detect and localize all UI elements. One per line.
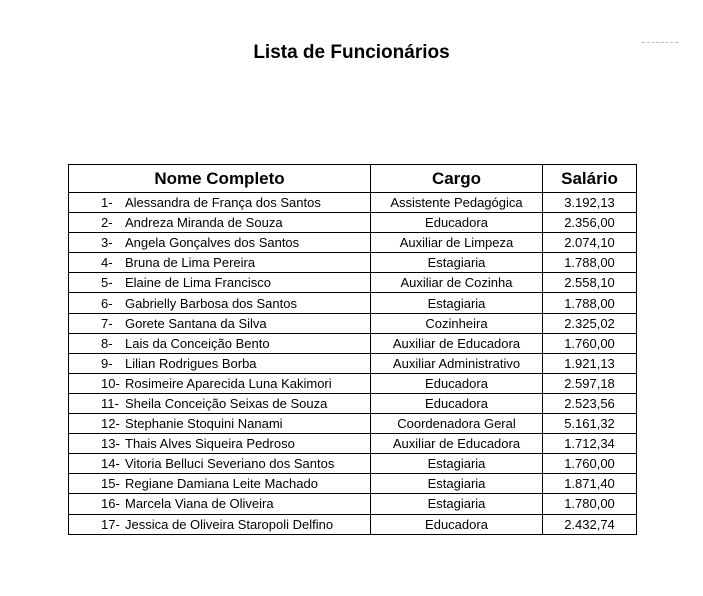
employee-name-cell	[69, 474, 371, 494]
row-number: 6-	[101, 295, 113, 311]
employee-name-cell	[69, 434, 371, 454]
employee-role: Coordenadora Geral	[371, 414, 543, 434]
table-row	[69, 233, 637, 253]
employee-role: Assistente Pedagógica	[371, 193, 543, 213]
row-number: 7-	[101, 315, 113, 331]
table-row	[69, 454, 637, 474]
employee-name: Rosimeire Aparecida Luna Kakimori	[125, 375, 332, 391]
employee-salary: 1.788,00	[543, 293, 637, 313]
table-row	[69, 193, 637, 213]
employee-name-cell	[69, 393, 371, 413]
table-row	[69, 434, 637, 454]
employee-role: Estagiaria	[371, 474, 543, 494]
employee-role: Cozinheira	[371, 313, 543, 333]
row-number: 9-	[101, 355, 113, 371]
employee-name: Jessica de Oliveira Staropoli Delfino	[125, 516, 334, 532]
employee-name: Bruna de Lima Pereira	[125, 255, 256, 271]
employee-role: Estagiaria	[371, 293, 543, 313]
employee-salary: 3.192,13	[543, 193, 637, 213]
row-number: 13-	[101, 436, 120, 452]
employee-name: Lais da Conceição Bento	[125, 335, 270, 351]
table-row	[69, 514, 637, 534]
employee-salary: 2.523,56	[543, 393, 637, 413]
employee-salary: 2.356,00	[543, 213, 637, 233]
employee-name: Lilian Rodrigues Borba	[125, 355, 257, 371]
employee-role: Auxiliar de Cozinha	[371, 273, 543, 293]
employee-name-cell	[69, 253, 371, 273]
employee-role: Auxiliar de Educadora	[371, 333, 543, 353]
table-row	[69, 494, 637, 514]
employee-role: Educadora	[371, 373, 543, 393]
employee-salary: 1.760,00	[543, 454, 637, 474]
employee-role: Estagiaria	[371, 494, 543, 514]
employee-name: Stephanie Stoquini Nanami	[125, 416, 283, 432]
row-number: 2-	[101, 215, 113, 231]
employee-name: Gabrielly Barbosa dos Santos	[125, 295, 297, 311]
employee-name: Marcela Viana de Oliveira	[125, 496, 274, 512]
row-number: 15-	[101, 476, 120, 492]
header-salary: Salário	[543, 165, 637, 193]
row-number: 16-	[101, 496, 120, 512]
employee-salary: 5.161,32	[543, 414, 637, 434]
table-row	[69, 353, 637, 373]
employee-role: Educadora	[371, 514, 543, 534]
employee-salary: 2.558,10	[543, 273, 637, 293]
employee-role: Auxiliar de Limpeza	[371, 233, 543, 253]
employee-name: Elaine de Lima Francisco	[125, 275, 271, 291]
table-row	[69, 213, 637, 233]
employee-name-cell	[69, 414, 371, 434]
row-number: 4-	[101, 255, 113, 271]
page-corner-mark	[642, 42, 678, 43]
row-number: 10-	[101, 375, 120, 391]
table-row	[69, 313, 637, 333]
employee-name-cell	[69, 273, 371, 293]
employee-name: Sheila Conceição Seixas de Souza	[125, 395, 328, 411]
row-number: 12-	[101, 416, 120, 432]
employee-role: Estagiaria	[371, 454, 543, 474]
row-number: 5-	[101, 275, 113, 291]
table-row	[69, 393, 637, 413]
employee-name-cell	[69, 514, 371, 534]
employee-salary: 2.597,18	[543, 373, 637, 393]
row-number: 1-	[101, 195, 113, 211]
employee-salary: 1.871,40	[543, 474, 637, 494]
employee-name-cell	[69, 313, 371, 333]
header-name: Nome Completo	[69, 165, 371, 193]
employee-name: Regiane Damiana Leite Machado	[125, 476, 318, 492]
table-row	[69, 474, 637, 494]
employee-role: Estagiaria	[371, 253, 543, 273]
employee-name-cell	[69, 454, 371, 474]
employee-name: Angela Gonçalves dos Santos	[125, 235, 300, 251]
employee-name-cell	[69, 373, 371, 393]
row-number: 8-	[101, 335, 113, 351]
employee-name-cell	[69, 333, 371, 353]
table-row	[69, 253, 637, 273]
employee-role: Auxiliar de Educadora	[371, 434, 543, 454]
row-number: 3-	[101, 235, 113, 251]
employee-salary: 2.432,74	[543, 514, 637, 534]
employee-name-cell	[69, 213, 371, 233]
header-role: Cargo	[371, 165, 543, 193]
employee-name: Andreza Miranda de Souza	[125, 215, 283, 231]
employee-name-cell	[69, 193, 371, 213]
employee-salary: 1.760,00	[543, 333, 637, 353]
page-title: Lista de Funcionários	[253, 42, 450, 63]
employee-salary: 1.788,00	[543, 253, 637, 273]
employee-name: Thais Alves Siqueira Pedroso	[125, 436, 295, 452]
table-row	[69, 293, 637, 313]
employee-salary: 2.074,10	[543, 233, 637, 253]
table-row	[69, 273, 637, 293]
employee-salary: 1.780,00	[543, 494, 637, 514]
employee-salary: 1.921,13	[543, 353, 637, 373]
employee-name: Vitoria Belluci Severiano dos Santos	[125, 456, 335, 472]
employee-salary: 2.325,02	[543, 313, 637, 333]
employee-role: Auxiliar Administrativo	[371, 353, 543, 373]
employee-table	[68, 164, 637, 535]
row-number: 17-	[101, 516, 120, 532]
employee-name: Gorete Santana da Silva	[125, 315, 267, 331]
employee-name-cell	[69, 353, 371, 373]
employee-role: Educadora	[371, 393, 543, 413]
employee-role: Educadora	[371, 213, 543, 233]
table-header-row	[69, 165, 637, 193]
employee-name-cell	[69, 293, 371, 313]
employee-name-cell	[69, 494, 371, 514]
employee-name: Alessandra de França dos Santos	[125, 195, 321, 211]
table-row	[69, 373, 637, 393]
table-row	[69, 333, 637, 353]
row-number: 14-	[101, 456, 120, 472]
employee-name-cell	[69, 233, 371, 253]
row-number: 11-	[101, 395, 119, 411]
employee-salary: 1.712,34	[543, 434, 637, 454]
table-row	[69, 414, 637, 434]
